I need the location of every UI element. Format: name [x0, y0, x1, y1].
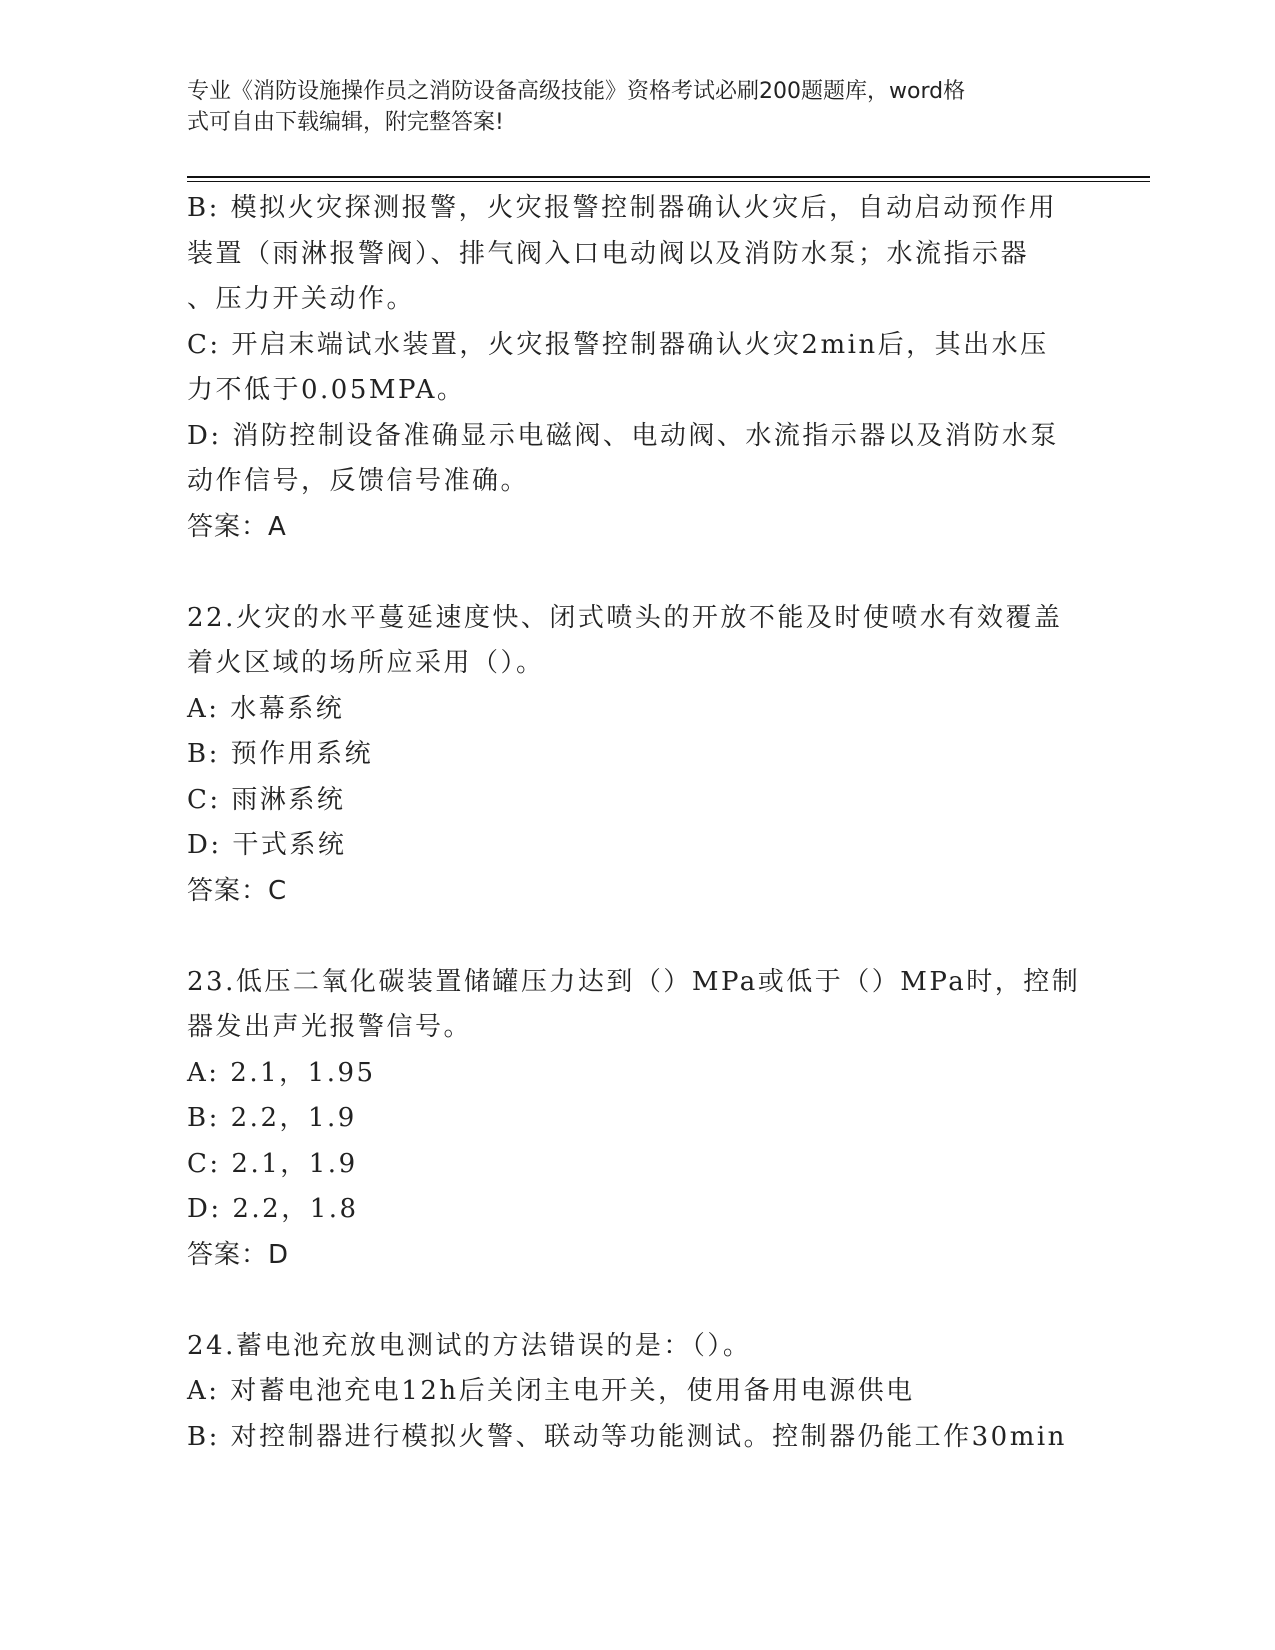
header-divider-thick [187, 176, 1150, 178]
option-d: D: 干式系统 [187, 830, 347, 860]
document-header [187, 76, 1067, 138]
option-c-line-2: 力不低于0.05MPA。 [187, 375, 466, 405]
option-d-line-1: D: 消防控制设备准确显示电磁阀、电动阀、水流指示器以及消防水泵 [187, 420, 1059, 451]
header-divider-thin [187, 181, 1150, 182]
option-a: A: 水幕系统 [187, 693, 345, 724]
question-stem-line-1: 22.火灾的水平蔓延速度快、闭式喷头的开放不能及时使喷水有效覆盖 [187, 602, 1063, 633]
option-b: B: 2.2，1.9 [187, 1103, 357, 1133]
question-stem-line-1: 24.蓄电池充放电测试的方法错误的是：（）。 [187, 1330, 752, 1361]
question-stem-line-2: 器发出声光报警信号。 [187, 1012, 473, 1042]
option-a: A: 对蓄电池充电12h后关闭主电开关，使用备用电源供电 [187, 1376, 915, 1406]
header-line-2: 式可自由下载编辑，附完整答案! [187, 110, 504, 135]
answer: 答案：C [187, 875, 288, 906]
question-23 [187, 960, 1087, 1279]
document-body [187, 186, 1087, 1460]
option-c: C: 2.1，1.9 [187, 1148, 358, 1179]
option-d-line-2: 动作信号，反馈信号准确。 [187, 466, 530, 496]
question-stem-line-2: 着火区域的场所应采用（）。 [187, 648, 545, 678]
option-c-line-1: C: 开启末端试水装置，火灾报警控制器确认火灾2min后，其出水压 [187, 329, 1049, 360]
question-21-tail [187, 186, 1087, 550]
option-c: C: 雨淋系统 [187, 784, 346, 815]
option-b-line-2: 装置（雨淋报警阀）、排气阀入口电动阀以及消防水泵；水流指示器 [187, 238, 1030, 269]
option-d: D: 2.2，1.8 [187, 1194, 359, 1224]
option-b-line-3: 、压力开关动作。 [187, 284, 416, 314]
question-stem-line-1: 23.低压二氧化碳装置储罐压力达到（）MPa或低于（）MPa时，控制 [187, 966, 1081, 997]
answer: 答案：D [187, 1239, 290, 1270]
option-b: B: 对控制器进行模拟火警、联动等功能测试。控制器仍能工作30min [187, 1421, 1067, 1452]
option-a: A: 2.1，1.95 [187, 1057, 376, 1088]
option-b-line-1: B: 模拟火灾探测报警，火灾报警控制器确认火灾后，自动启动预作用 [187, 193, 1058, 223]
answer: 答案：A [187, 511, 287, 542]
question-24 [187, 1324, 1087, 1461]
option-b: B: 预作用系统 [187, 739, 374, 769]
question-22 [187, 596, 1087, 915]
header-line-1: 专业《消防设施操作员之消防设备高级技能》资格考试必刷200题题库，word格 [187, 79, 966, 104]
